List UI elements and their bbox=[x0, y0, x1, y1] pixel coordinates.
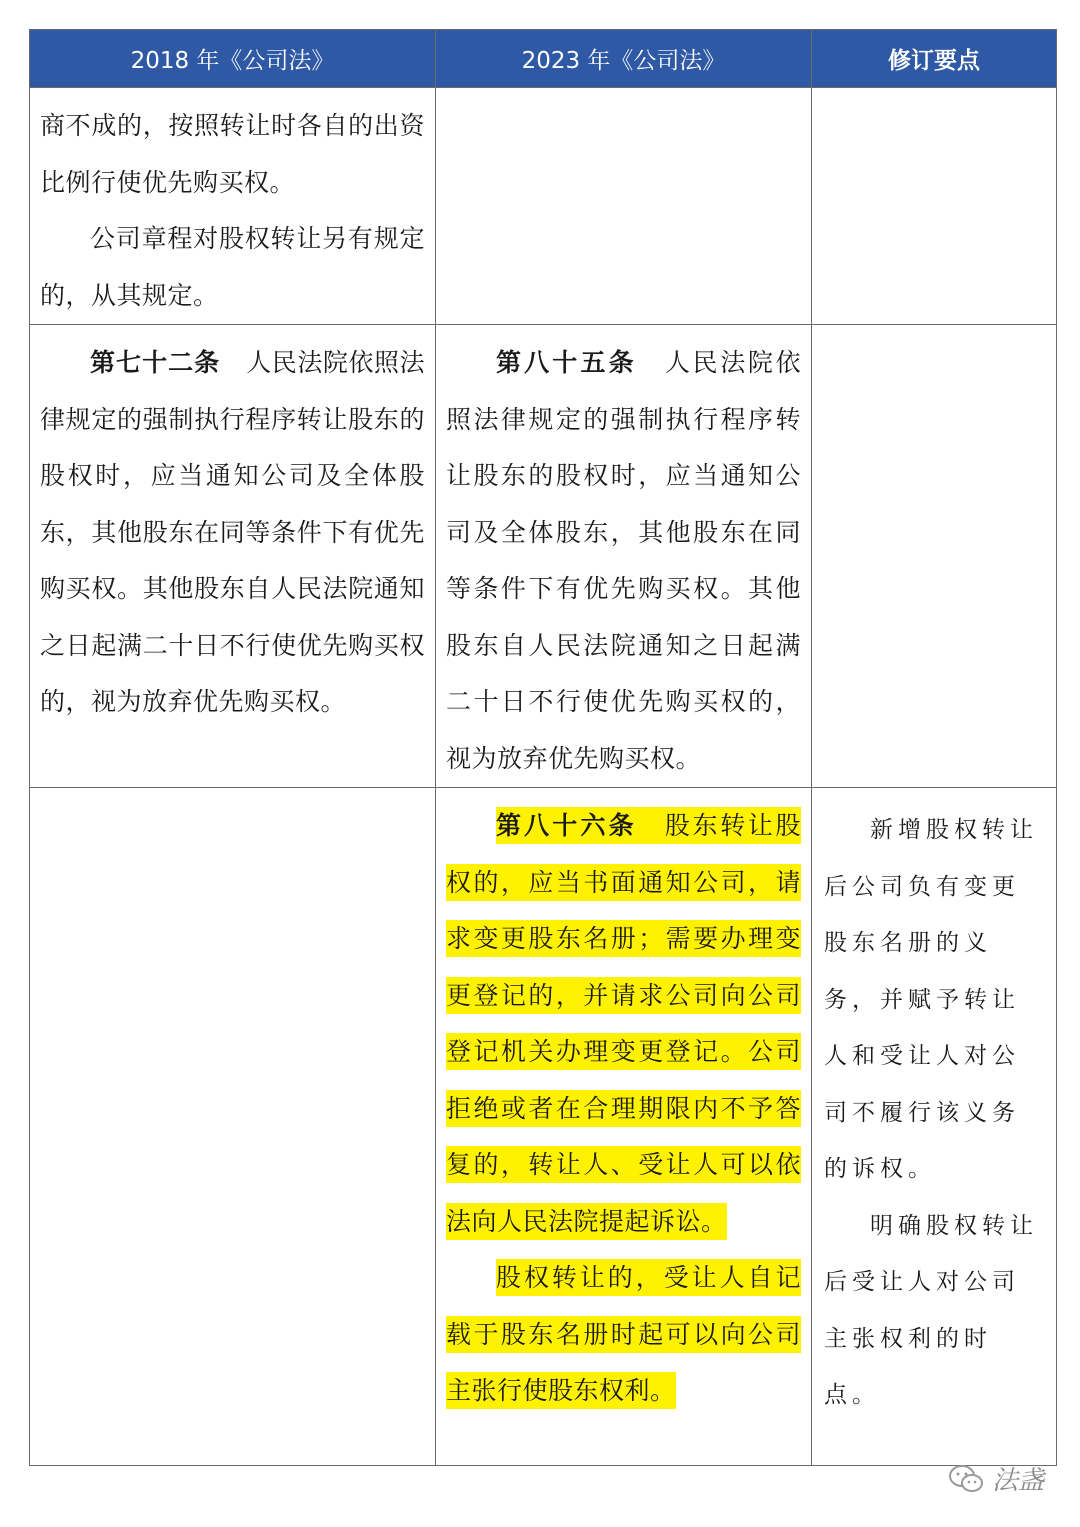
cell-notes-row3 bbox=[812, 788, 1057, 1466]
header-2018: 2018 年《公司法》 bbox=[30, 30, 436, 88]
article-text: 股东转让股权的，应当书面通知公司，请求变更股东名册；需要办理变更登记的，并请求公司向公司登记机关办理变更登记。公司拒绝或者在合理期限内不予答复的，转让人、受让人可以依法向人民法院提起诉讼。 bbox=[446, 807, 801, 1240]
article-text: 人民法院依照法律规定的强制执行程序转让股东的股权时，应当通知公司及全体股东，其他股东在同等条件下有优先购买权。其他股东自人民法院通知之日起满二十日不行使优先购买权的，视为放弃优先购买权。 bbox=[40, 348, 425, 716]
cell-2018-row1 bbox=[30, 88, 436, 325]
cell-2018-row3 bbox=[30, 788, 436, 1466]
article-number: 第七十二条 bbox=[90, 348, 221, 377]
table-row bbox=[30, 325, 1057, 788]
article-number: 第八十五条 bbox=[496, 348, 637, 377]
header-revision-points: 修订要点 bbox=[812, 30, 1057, 88]
header-2023: 2023 年《公司法》 bbox=[436, 30, 812, 88]
cell-notes-row1 bbox=[812, 88, 1057, 325]
revision-note: 新增股权转让后公司负有变更股东名册的义务，并赋予转让人和受让人对公司不履行该义务的诉权。 bbox=[824, 817, 1038, 1182]
new-article-paragraph bbox=[446, 798, 801, 1250]
wechat-icon bbox=[948, 1464, 984, 1494]
table-header-row bbox=[30, 30, 1057, 88]
old-paragraph: 商不成的，按照转让时各自的出资比例行使优先购买权。 bbox=[40, 111, 425, 197]
new-article-paragraph bbox=[446, 335, 801, 787]
old-paragraph: 公司章程对股权转让另有规定的，从其规定。 bbox=[40, 224, 425, 310]
revision-note: 明确股权转让后受让人对公司主张权利的时点。 bbox=[824, 1212, 1038, 1408]
watermark bbox=[948, 1460, 1044, 1497]
watermark-text: 法盏 bbox=[991, 1466, 1044, 1496]
old-article-paragraph bbox=[40, 335, 425, 731]
new-article-paragraph bbox=[446, 1250, 801, 1420]
cell-2018-row2 bbox=[30, 325, 436, 788]
article-number: 第八十六条 bbox=[496, 807, 637, 844]
table-row bbox=[30, 788, 1057, 1466]
cell-2023-row3 bbox=[436, 788, 812, 1466]
article-text: 人民法院依照法律规定的强制执行程序转让股东的股权时，应当通知公司及全体股东，其他股东在同等条件下有优先购买权。其他股东自人民法院通知之日起满二十日不行使优先购买权的，视为放弃优先购买权。 bbox=[446, 348, 801, 773]
article-text: 股权转让的，受让人自记载于股东名册时起可以向公司主张行使股东权利。 bbox=[446, 1259, 801, 1409]
cell-notes-row2 bbox=[812, 325, 1057, 788]
cell-2023-row2 bbox=[436, 325, 812, 788]
cell-2023-row1 bbox=[436, 88, 812, 325]
comparison-table bbox=[29, 29, 1057, 1466]
table-row bbox=[30, 88, 1057, 325]
